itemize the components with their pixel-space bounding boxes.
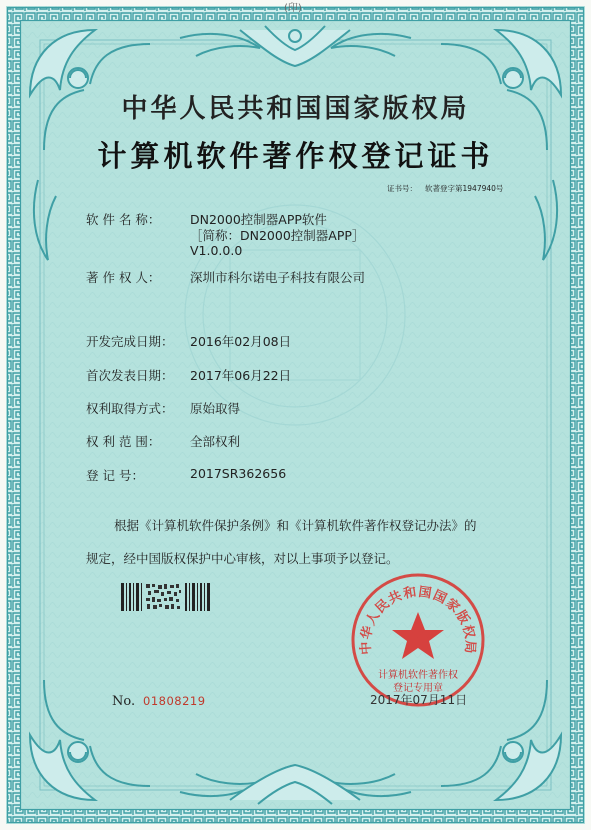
cert-no-label: 证书号： [387, 184, 417, 193]
owner-value: 深圳市科尔诺电子科技有限公司 [190, 270, 366, 285]
top-mark: (印) [284, 3, 302, 14]
registration-value: 2017SR362656 [190, 466, 287, 481]
software-short-name: ［简称：DN2000控制器APP］ [190, 228, 365, 243]
scope-label: 权 利 范 围： [86, 434, 161, 449]
statement-line-1: 根据《计算机软件保护条例》和《计算机软件著作权登记办法》的 [114, 518, 477, 533]
certificate-title: 计算机软件著作权登记证书 [97, 139, 494, 173]
statement-line-2: 规定，经中国版权保护中心审核，对以上事项予以登记。 [86, 551, 399, 566]
acquisition-value: 原始取得 [190, 401, 241, 416]
barcode-icon [121, 583, 213, 611]
software-name-label: 软 件 名 称： [86, 212, 161, 227]
pub-date-label: 首次发表日期： [86, 368, 174, 383]
serial-number-label: No. [112, 694, 136, 709]
acquisition-label: 权利取得方式： [86, 401, 174, 416]
official-seal [348, 570, 488, 710]
dev-date-value: 2016年02月08日 [190, 334, 292, 349]
seal-line-2: 登记专用章 [393, 683, 443, 694]
scope-value: 全部权利 [190, 434, 241, 449]
serial-number-value: 01808219 [143, 694, 206, 708]
issuer-title: 中华人民共和国国家版权局 [121, 94, 470, 124]
software-name-value: DN2000控制器APP软件 [190, 212, 327, 227]
seal-text: 中华人民共和国国家版权局 [358, 584, 478, 655]
software-version: V1.0.0.0 [190, 243, 243, 258]
registration-label: 登 记 号： [86, 468, 144, 483]
owner-label: 著 作 权 人： [86, 270, 161, 285]
certificate-number [387, 183, 503, 194]
issue-date: 2017年07月11日 [370, 693, 468, 707]
seal-line-1: 计算机软件著作权 [378, 670, 458, 681]
pub-date-value: 2017年06月22日 [190, 368, 292, 383]
dev-date-label: 开发完成日期： [86, 334, 174, 349]
cert-no-value: 软著登字第1947940号 [425, 184, 504, 193]
star-icon [392, 612, 444, 659]
